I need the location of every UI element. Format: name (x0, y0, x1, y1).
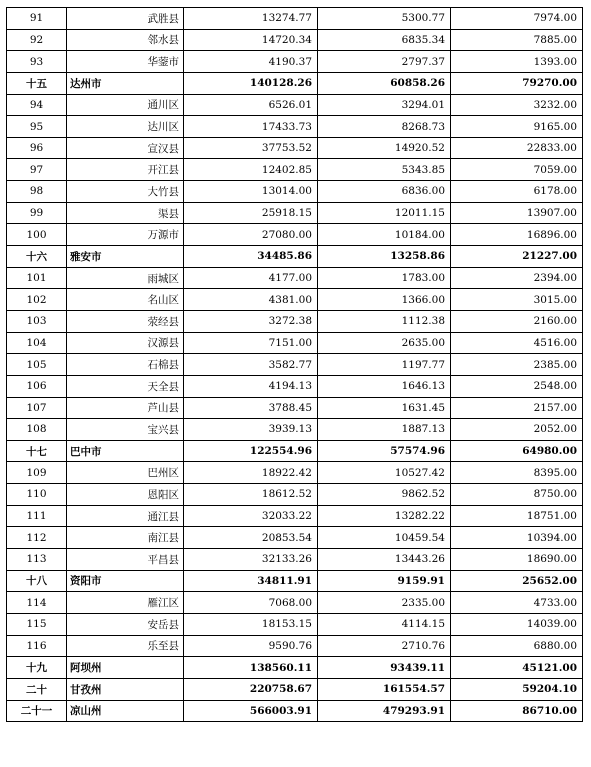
amount-col-2: 1631.45 (318, 397, 451, 419)
table-row (7, 592, 583, 614)
amount-col-2: 10459.54 (318, 527, 451, 549)
amount-col-3: 79270.00 (451, 72, 583, 94)
table-row (7, 181, 583, 203)
total-amount: 3939.13 (184, 419, 318, 441)
row-index: 94 (7, 94, 67, 116)
table-row (7, 613, 583, 635)
row-index: 95 (7, 116, 67, 138)
amount-col-3: 2385.00 (451, 354, 583, 376)
amount-col-3: 7885.00 (451, 29, 583, 51)
amount-col-3: 25652.00 (451, 570, 583, 592)
table-row (7, 267, 583, 289)
row-index: 111 (7, 505, 67, 527)
row-index: 116 (7, 635, 67, 657)
amount-col-3: 14039.00 (451, 613, 583, 635)
amount-col-3: 3232.00 (451, 94, 583, 116)
table-body (7, 8, 583, 722)
table-row (7, 29, 583, 51)
row-index: 112 (7, 527, 67, 549)
amount-col-2: 9862.52 (318, 484, 451, 506)
total-amount: 17433.73 (184, 116, 318, 138)
amount-col-2: 1887.13 (318, 419, 451, 441)
table-row (7, 8, 583, 30)
total-amount: 14720.34 (184, 29, 318, 51)
row-index: 115 (7, 613, 67, 635)
row-index: 107 (7, 397, 67, 419)
amount-col-3: 18751.00 (451, 505, 583, 527)
row-index: 98 (7, 181, 67, 203)
amount-col-2: 3294.01 (318, 94, 451, 116)
city-name: 资阳市 (67, 570, 184, 592)
row-index: 二十一 (7, 700, 67, 722)
allocation-table (6, 7, 583, 722)
county-name: 宣汉县 (67, 137, 184, 159)
total-amount: 4194.13 (184, 375, 318, 397)
total-amount: 6526.01 (184, 94, 318, 116)
row-index: 103 (7, 310, 67, 332)
row-index: 99 (7, 202, 67, 224)
amount-col-2: 12011.15 (318, 202, 451, 224)
amount-col-2: 4114.15 (318, 613, 451, 635)
total-amount: 34811.91 (184, 570, 318, 592)
amount-col-2: 2710.76 (318, 635, 451, 657)
table-row (7, 484, 583, 506)
amount-col-2: 5343.85 (318, 159, 451, 181)
amount-col-2: 2797.37 (318, 51, 451, 73)
row-index: 114 (7, 592, 67, 614)
county-name: 天全县 (67, 375, 184, 397)
amount-col-3: 3015.00 (451, 289, 583, 311)
table-row-group (7, 440, 583, 462)
amount-col-2: 1783.00 (318, 267, 451, 289)
amount-col-3: 10394.00 (451, 527, 583, 549)
city-name: 达州市 (67, 72, 184, 94)
total-amount: 140128.26 (184, 72, 318, 94)
row-index: 十六 (7, 246, 67, 268)
total-amount: 13274.77 (184, 8, 318, 30)
total-amount: 3582.77 (184, 354, 318, 376)
county-name: 渠县 (67, 202, 184, 224)
amount-col-3: 4516.00 (451, 332, 583, 354)
amount-col-3: 9165.00 (451, 116, 583, 138)
total-amount: 4177.00 (184, 267, 318, 289)
row-index: 110 (7, 484, 67, 506)
amount-col-2: 13443.26 (318, 549, 451, 571)
amount-col-3: 2052.00 (451, 419, 583, 441)
row-index: 108 (7, 419, 67, 441)
amount-col-2: 93439.11 (318, 657, 451, 679)
county-name: 华蓥市 (67, 51, 184, 73)
total-amount: 13014.00 (184, 181, 318, 203)
amount-col-3: 86710.00 (451, 700, 583, 722)
county-name: 石棉县 (67, 354, 184, 376)
amount-col-2: 8268.73 (318, 116, 451, 138)
row-index: 109 (7, 462, 67, 484)
row-index: 十七 (7, 440, 67, 462)
table-row (7, 462, 583, 484)
amount-col-3: 16896.00 (451, 224, 583, 246)
county-name: 名山区 (67, 289, 184, 311)
amount-col-3: 2394.00 (451, 267, 583, 289)
amount-col-2: 2335.00 (318, 592, 451, 614)
table-row (7, 505, 583, 527)
amount-col-3: 6178.00 (451, 181, 583, 203)
amount-col-2: 1366.00 (318, 289, 451, 311)
amount-col-2: 161554.57 (318, 678, 451, 700)
table-row-group (7, 246, 583, 268)
total-amount: 18922.42 (184, 462, 318, 484)
total-amount: 27080.00 (184, 224, 318, 246)
row-index: 十九 (7, 657, 67, 679)
city-name: 巴中市 (67, 440, 184, 462)
amount-col-3: 64980.00 (451, 440, 583, 462)
total-amount: 3272.38 (184, 310, 318, 332)
row-index: 十五 (7, 72, 67, 94)
total-amount: 4381.00 (184, 289, 318, 311)
total-amount: 122554.96 (184, 440, 318, 462)
table-row (7, 397, 583, 419)
amount-col-3: 13907.00 (451, 202, 583, 224)
table-row (7, 202, 583, 224)
amount-col-3: 45121.00 (451, 657, 583, 679)
amount-col-2: 14920.52 (318, 137, 451, 159)
row-index: 92 (7, 29, 67, 51)
county-name: 安岳县 (67, 613, 184, 635)
city-name: 雅安市 (67, 246, 184, 268)
row-index: 102 (7, 289, 67, 311)
row-index: 十八 (7, 570, 67, 592)
total-amount: 138560.11 (184, 657, 318, 679)
amount-col-3: 8750.00 (451, 484, 583, 506)
table-row (7, 310, 583, 332)
table-row (7, 116, 583, 138)
amount-col-3: 59204.10 (451, 678, 583, 700)
total-amount: 32033.22 (184, 505, 318, 527)
amount-col-2: 5300.77 (318, 8, 451, 30)
amount-col-2: 479293.91 (318, 700, 451, 722)
amount-col-3: 21227.00 (451, 246, 583, 268)
amount-col-3: 7059.00 (451, 159, 583, 181)
city-name: 阿坝州 (67, 657, 184, 679)
table-row (7, 51, 583, 73)
amount-col-2: 60858.26 (318, 72, 451, 94)
amount-col-2: 9159.91 (318, 570, 451, 592)
row-index: 二十 (7, 678, 67, 700)
county-name: 巴州区 (67, 462, 184, 484)
amount-col-2: 6836.00 (318, 181, 451, 203)
county-name: 武胜县 (67, 8, 184, 30)
county-name: 邻水县 (67, 29, 184, 51)
total-amount: 566003.91 (184, 700, 318, 722)
amount-col-3: 8395.00 (451, 462, 583, 484)
total-amount: 220758.67 (184, 678, 318, 700)
amount-col-3: 2157.00 (451, 397, 583, 419)
total-amount: 34485.86 (184, 246, 318, 268)
table-row (7, 527, 583, 549)
county-name: 乐至县 (67, 635, 184, 657)
row-index: 93 (7, 51, 67, 73)
amount-col-2: 1112.38 (318, 310, 451, 332)
table-row-group (7, 700, 583, 722)
table-row (7, 137, 583, 159)
row-index: 106 (7, 375, 67, 397)
row-index: 97 (7, 159, 67, 181)
row-index: 96 (7, 137, 67, 159)
county-name: 恩阳区 (67, 484, 184, 506)
amount-col-2: 1646.13 (318, 375, 451, 397)
table-row (7, 375, 583, 397)
total-amount: 25918.15 (184, 202, 318, 224)
table-row-group (7, 570, 583, 592)
amount-col-3: 18690.00 (451, 549, 583, 571)
amount-col-3: 6880.00 (451, 635, 583, 657)
amount-col-3: 22833.00 (451, 137, 583, 159)
total-amount: 3788.45 (184, 397, 318, 419)
county-name: 雁江区 (67, 592, 184, 614)
row-index: 104 (7, 332, 67, 354)
total-amount: 9590.76 (184, 635, 318, 657)
total-amount: 12402.85 (184, 159, 318, 181)
total-amount: 37753.52 (184, 137, 318, 159)
county-name: 平昌县 (67, 549, 184, 571)
row-index: 101 (7, 267, 67, 289)
total-amount: 20853.54 (184, 527, 318, 549)
table-row (7, 159, 583, 181)
table-row (7, 635, 583, 657)
total-amount: 18153.15 (184, 613, 318, 635)
total-amount: 7068.00 (184, 592, 318, 614)
county-name: 雨城区 (67, 267, 184, 289)
table-row (7, 332, 583, 354)
county-name: 通川区 (67, 94, 184, 116)
amount-col-2: 13282.22 (318, 505, 451, 527)
total-amount: 32133.26 (184, 549, 318, 571)
city-name: 甘孜州 (67, 678, 184, 700)
amount-col-3: 1393.00 (451, 51, 583, 73)
county-name: 芦山县 (67, 397, 184, 419)
table-row (7, 224, 583, 246)
amount-col-3: 2160.00 (451, 310, 583, 332)
row-index: 105 (7, 354, 67, 376)
total-amount: 7151.00 (184, 332, 318, 354)
row-index: 91 (7, 8, 67, 30)
county-name: 开江县 (67, 159, 184, 181)
table-row-group (7, 678, 583, 700)
county-name: 荥经县 (67, 310, 184, 332)
row-index: 113 (7, 549, 67, 571)
amount-col-2: 13258.86 (318, 246, 451, 268)
amount-col-3: 4733.00 (451, 592, 583, 614)
county-name: 南江县 (67, 527, 184, 549)
county-name: 宝兴县 (67, 419, 184, 441)
amount-col-2: 6835.34 (318, 29, 451, 51)
amount-col-2: 10527.42 (318, 462, 451, 484)
county-name: 大竹县 (67, 181, 184, 203)
county-name: 达川区 (67, 116, 184, 138)
table-row (7, 94, 583, 116)
county-name: 通江县 (67, 505, 184, 527)
table-row-group (7, 657, 583, 679)
total-amount: 18612.52 (184, 484, 318, 506)
table-row (7, 289, 583, 311)
row-index: 100 (7, 224, 67, 246)
table-row (7, 549, 583, 571)
amount-col-3: 7974.00 (451, 8, 583, 30)
amount-col-2: 1197.77 (318, 354, 451, 376)
table-row (7, 354, 583, 376)
amount-col-2: 57574.96 (318, 440, 451, 462)
county-name: 汉源县 (67, 332, 184, 354)
amount-col-2: 2635.00 (318, 332, 451, 354)
total-amount: 4190.37 (184, 51, 318, 73)
county-name: 万源市 (67, 224, 184, 246)
table-row (7, 419, 583, 441)
amount-col-2: 10184.00 (318, 224, 451, 246)
city-name: 凉山州 (67, 700, 184, 722)
table-row-group (7, 72, 583, 94)
amount-col-3: 2548.00 (451, 375, 583, 397)
